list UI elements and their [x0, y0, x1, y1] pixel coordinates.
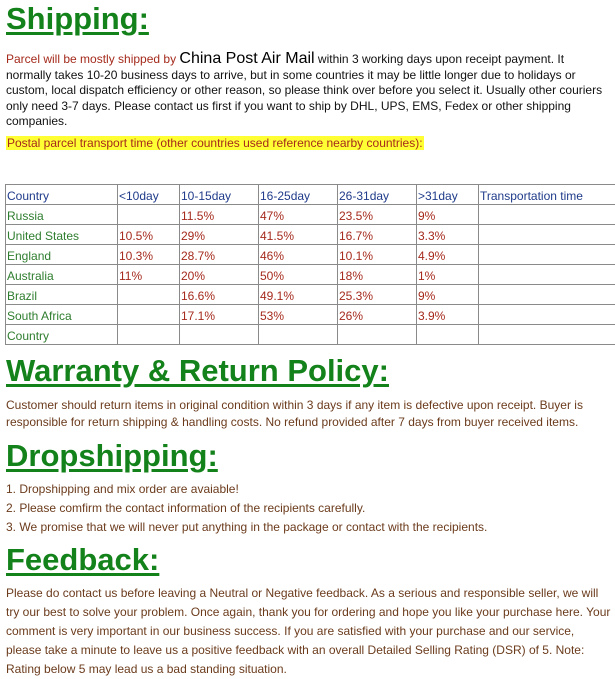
value-cell: 53%	[259, 305, 338, 325]
country-cell: Australia	[6, 265, 118, 285]
warranty-heading: Warranty & Return Policy:	[6, 353, 389, 388]
value-cell: 47%	[259, 205, 338, 225]
shipping-intro-before: Parcel will be mostly shipped by	[6, 52, 180, 66]
value-cell: 46%	[259, 245, 338, 265]
value-cell: 10.1%	[338, 245, 417, 265]
value-cell	[479, 325, 615, 345]
table-header-cell: Transportation time	[479, 185, 615, 205]
value-cell	[118, 285, 180, 305]
value-cell	[479, 225, 615, 245]
value-cell	[118, 205, 180, 225]
value-cell: 17.1%	[180, 305, 259, 325]
feedback-text: Please do contact us before leaving a Neutral or Negative feedback. As a serious and responsible seller, we will try our best to solve your problem. Once again, thank you for ordering and hope you like your purchase here. Your comment is very important in our business success. If you are satisfied with your purchase and our service, please take a minute to leave us a positive feedback with an overall Detailed Selling Rating (DSR) of 5. Note: Rating below 5 may lead us a bad standing situation.	[6, 586, 611, 676]
table-header-cell: 10-15day	[180, 185, 259, 205]
table-row	[6, 225, 615, 245]
value-cell: 1%	[417, 265, 479, 285]
country-cell: United States	[6, 225, 118, 245]
value-cell: 10.3%	[118, 245, 180, 265]
value-cell	[479, 265, 615, 285]
carrier-name: China Post Air Mail	[179, 50, 315, 67]
value-cell: 9%	[417, 285, 479, 305]
value-cell	[479, 305, 615, 325]
value-cell: 41.5%	[259, 225, 338, 245]
value-cell: 11%	[118, 265, 180, 285]
warranty-text: Customer should return items in original condition within 3 days if any item is defective upon receipt. Buyer is responsible for return shipping & handling costs. No refund provided after 7 days from buyer received items.	[6, 398, 583, 429]
table-header-cell: 16-25day	[259, 185, 338, 205]
value-cell	[417, 325, 479, 345]
table-row	[6, 305, 615, 325]
value-cell	[259, 325, 338, 345]
dropshipping-list	[6, 480, 487, 537]
value-cell: 11.5%	[180, 205, 259, 225]
shipping-heading: Shipping:	[6, 1, 149, 36]
list-item: 1. Dropshipping and mix order are avaiable!	[6, 482, 239, 496]
table-header-cell: Country	[6, 185, 118, 205]
table-row	[6, 205, 615, 225]
value-cell: 23.5%	[338, 205, 417, 225]
table-header-cell: <10day	[118, 185, 180, 205]
value-cell	[479, 245, 615, 265]
shipping-intro-after: within 3 working days upon receipt payment. It normally takes 10-20 business days to arrive, but in some countries it may be little longer due to holidays or custom, local dispatch efficiency or other reason, so please think over before you select it. Usually other couriers only need 3-7 days. Please contact us first if you want to ship by DHL, UPS, EMS, Fedex or other shipping companies.	[6, 52, 603, 128]
country-cell: South Africa	[6, 305, 118, 325]
table-row	[6, 265, 615, 285]
feedback-heading: Feedback:	[6, 542, 160, 577]
transit-table	[5, 184, 615, 345]
value-cell: 18%	[338, 265, 417, 285]
value-cell: 3.3%	[417, 225, 479, 245]
value-cell	[479, 205, 615, 225]
transit-note-highlight: Postal parcel transport time (other countries used reference nearby countries):	[7, 136, 423, 150]
value-cell: 28.7%	[180, 245, 259, 265]
table-header-row	[6, 185, 615, 205]
value-cell: 25.3%	[338, 285, 417, 305]
table-row	[6, 325, 615, 345]
value-cell: 16.7%	[338, 225, 417, 245]
value-cell: 4.9%	[417, 245, 479, 265]
dropshipping-heading: Dropshipping:	[6, 438, 218, 473]
list-item: 2. Please comfirm the contact information of the recipients carefully.	[6, 501, 366, 515]
country-cell: England	[6, 245, 118, 265]
table-row	[6, 285, 615, 305]
country-cell: Russia	[6, 205, 118, 225]
value-cell: 29%	[180, 225, 259, 245]
value-cell: 10.5%	[118, 225, 180, 245]
table-row	[6, 245, 615, 265]
value-cell	[479, 285, 615, 305]
value-cell: 49.1%	[259, 285, 338, 305]
value-cell: 20%	[180, 265, 259, 285]
value-cell: 16.6%	[180, 285, 259, 305]
table-header-cell: >31day	[417, 185, 479, 205]
value-cell	[338, 325, 417, 345]
value-cell: 26%	[338, 305, 417, 325]
value-cell	[118, 305, 180, 325]
country-cell: Brazil	[6, 285, 118, 305]
transit-note	[6, 134, 424, 152]
table-header-cell: 26-31day	[338, 185, 417, 205]
value-cell	[180, 325, 259, 345]
country-cell: Country	[6, 325, 118, 345]
value-cell: 9%	[417, 205, 479, 225]
list-item: 3. We promise that we will never put anything in the package or contact with the recipients.	[6, 520, 488, 534]
shipping-intro	[6, 51, 604, 130]
value-cell: 50%	[259, 265, 338, 285]
value-cell	[118, 325, 180, 345]
value-cell: 3.9%	[417, 305, 479, 325]
